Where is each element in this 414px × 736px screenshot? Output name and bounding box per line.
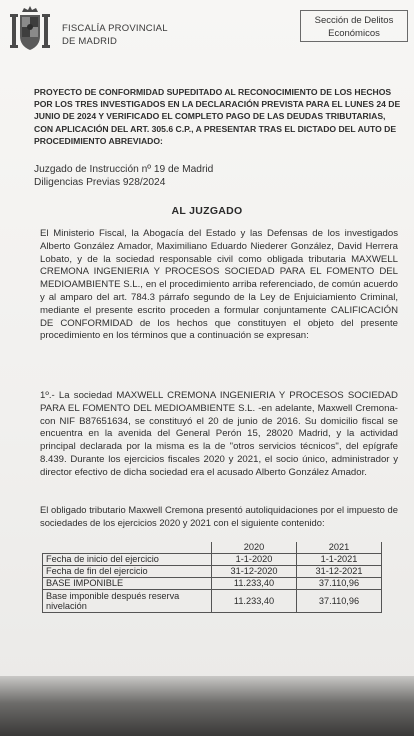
document-heading: PROYECTO DE CONFORMIDAD SUPEDITADO AL RECONOCIMIENTO DE LOS HECHOS POR LOS TRES INVESTIGADOS EN LA DECLARACIÓN PREVISTA PARA EL LUNES 24 DE JUNIO DE 2024 Y VERIFICADO EL COMPLETO PAGO DE LAS DEUDAS TRIBUTARIAS, CON APLICACIÓN DEL ART. 305.6 C.P., A PRESENTAR TRAS EL DICTADO DEL AUTO DE PROCEDIMIENTO ABREVIADO: <box>34 87 401 146</box>
table-row <box>43 590 382 613</box>
case-number: Diligencias Previas 928/2024 <box>34 177 166 188</box>
table-row <box>43 578 382 590</box>
table-cell-2020: 11.233,40 <box>212 590 297 613</box>
table-cell-label: Fecha de fin del ejercicio <box>43 566 212 578</box>
table-row <box>43 554 382 566</box>
tax-returns-table <box>42 542 382 613</box>
section-label-box <box>300 10 408 42</box>
table-cell-2020: 31-12-2020 <box>212 566 297 578</box>
table-cell-label: Base imponible después reserva nivelación <box>43 590 212 613</box>
organization-name <box>62 22 168 48</box>
court-reference <box>34 163 394 189</box>
table-cell-2021: 37.110,96 <box>297 578 382 590</box>
org-line-1: FISCALÍA PROVINCIAL <box>62 23 168 34</box>
table-row <box>43 566 382 578</box>
table-header-blank <box>43 542 212 554</box>
table-cell-2021: 1-1-2021 <box>297 554 382 566</box>
table-cell-2021: 31-12-2021 <box>297 566 382 578</box>
table-cell-label: Fecha de inicio del ejercicio <box>43 554 212 566</box>
org-line-2: DE MADRID <box>62 36 118 47</box>
table-cell-label: BASE IMPONIBLE <box>43 578 212 590</box>
table-header-row <box>43 542 382 554</box>
table-cell-2020: 1-1-2020 <box>212 554 297 566</box>
section-line-1: Sección de Delitos <box>314 15 394 26</box>
paragraph-facts-1: 1º.- La sociedad MAXWELL CREMONA INGENIERIA Y PROCESOS SOCIEDAD PARA EL FOMENTO DEL MEDIOAMBIENTE S.L. -en adelante, Maxwell Cremona- con NIF B87651634, se constituyó el 20 de junio de 2016. Su domicilio fiscal se encuentra en la avenida del General Perón 15, 28020 Madrid, y la actividad principal declarada por la misma es la de "otros servicios técnicos", del epígrafe 8.439. Durante los ejercicios fiscales 2020 y 2021, el socio único, administrador y director efectivo de dicha sociedad era el acusado Alberto González Amador. <box>40 390 398 478</box>
paragraph-intro: El Ministerio Fiscal, la Abogacía del Estado y las Defensas de los investigados Alberto González Amador, Maximiliano Eduardo Niederer González, David Herrera Lobato, y de la sociedad responsable civil como obligada tributaria MAXWELL CREMONA INGENIERIA Y PROCESOS SOCIEDAD PARA EL FOMENTO DEL MEDIOAMBIENTE S.L., en el procedimiento arriba referenciado, de común acuerdo y al amparo del art. 784.3 párrafo segundo de la Ley de Enjuiciamiento Criminal, mediante el presente escrito proceden a formular conjuntamente CALIFICACIÓN DE CONFORMIDAD de los hechos que constituyen el objeto del presente procedimiento en los términos que a continuación se expresan: <box>40 228 398 342</box>
section-line-2: Económicos <box>328 28 380 39</box>
table-cell-2020: 11.233,40 <box>212 578 297 590</box>
coat-of-arms-icon <box>8 6 52 52</box>
document-title: AL JUZGADO <box>171 205 243 217</box>
paragraph-tax-returns: El obligado tributario Maxwell Cremona presentó autoliquidaciones por el impuesto de sociedades de los ejercicios 2020 y 2021 con el siguiente contenido: <box>40 504 398 528</box>
table-header-2020: 2020 <box>212 542 297 554</box>
court-name: Juzgado de Instrucción nº 19 de Madrid <box>34 164 214 175</box>
table-cell-2021: 37.110,96 <box>297 590 382 613</box>
table-header-2021: 2021 <box>297 542 382 554</box>
page-edge-shadow <box>0 676 414 736</box>
